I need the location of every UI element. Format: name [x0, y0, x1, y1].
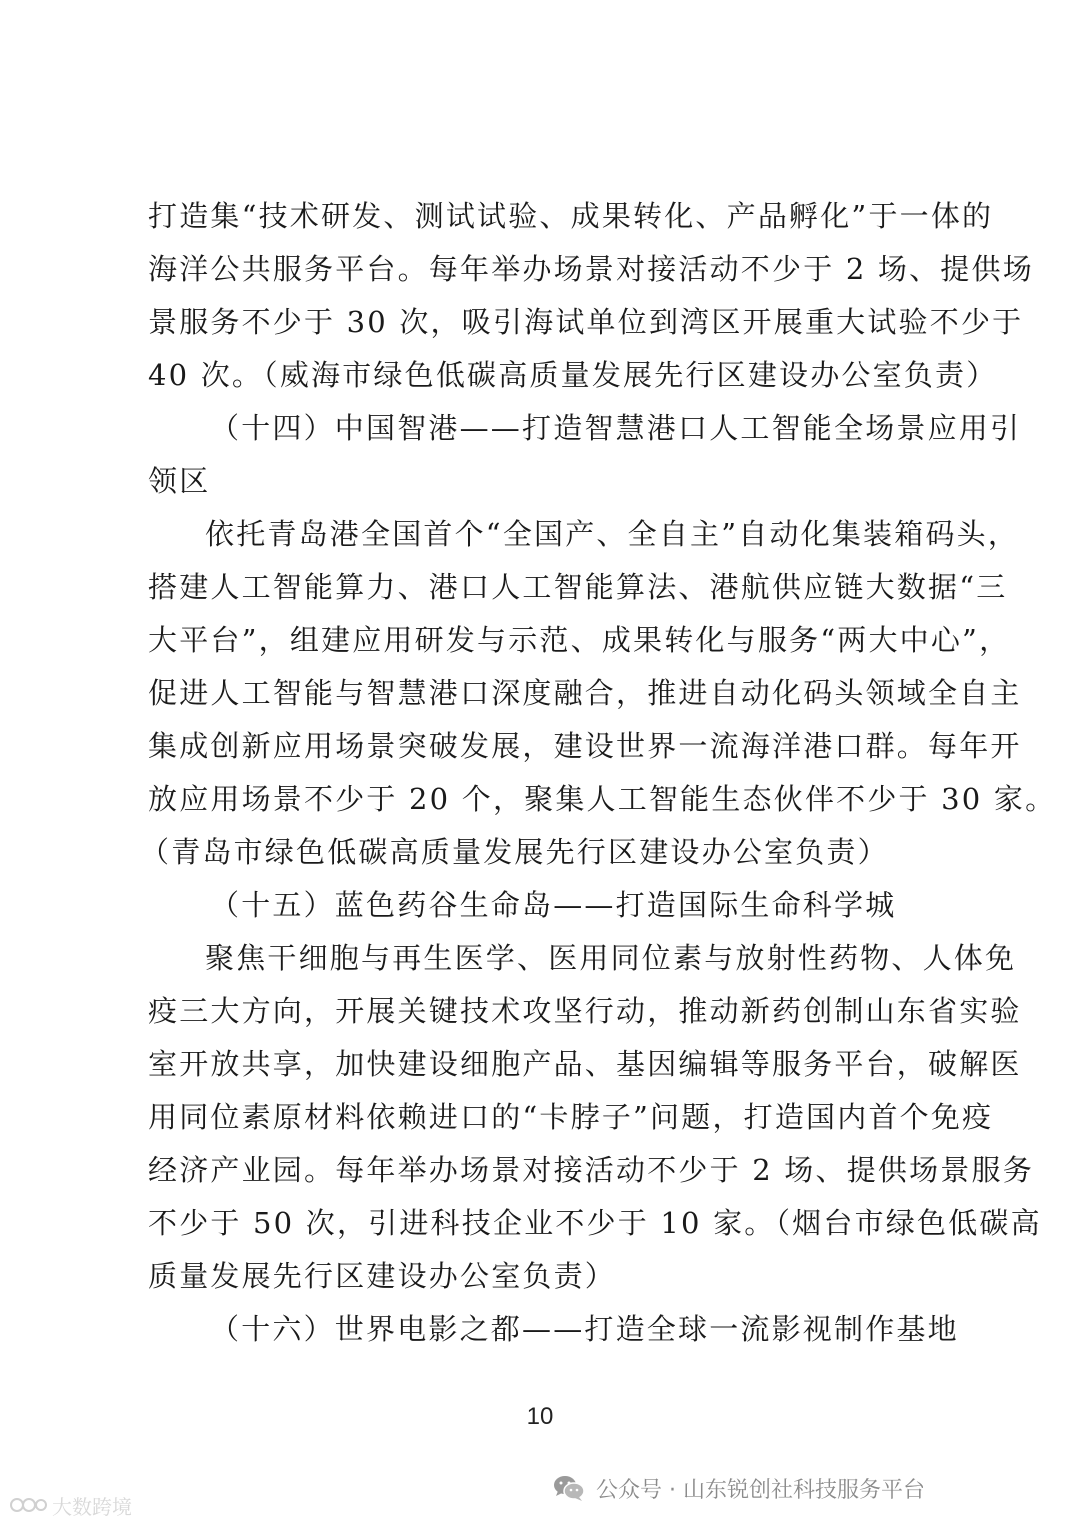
- source-text: 公众号 · 山东锐创社科技服务平台: [596, 1477, 925, 1503]
- watermark-logo-icon: [8, 1493, 48, 1517]
- page-number: 10: [526, 1403, 554, 1430]
- body-text-line: 放应用场景不少于 20 个，聚集人工智能生态伙伴不少于 30 家。: [148, 782, 1057, 816]
- watermark-text: 大数跨境: [52, 1494, 132, 1519]
- body-text-line: 景服务不少于 30 次，吸引海试单位到湾区开展重大试验不少于: [148, 305, 1024, 339]
- section-heading: （十五）蓝色药谷生命岛——打造国际生命科学城: [210, 888, 897, 922]
- body-text-line: （青岛市绿色低碳高质量发展先行区建设办公室负责）: [140, 835, 889, 869]
- wechat-source-label: [552, 1470, 925, 1506]
- body-text-line: 经济产业园。每年举办场景对接活动不少于 2 场、提供场景服务: [148, 1153, 1034, 1187]
- section-heading: （十四）中国智港——打造智慧港口人工智能全场景应用引: [210, 411, 1022, 445]
- body-text-line: 不少于 50 次，引进科技企业不少于 10 家。（烟台市绿色低碳高: [148, 1206, 1042, 1240]
- wechat-icon: [552, 1473, 586, 1503]
- body-text-line: 用同位素原材料依赖进口的“卡脖子”问题，打造国内首个免疫: [148, 1100, 994, 1134]
- body-text-line: 疫三大方向，开展关键技术攻坚行动，推动新药创制山东省实验: [148, 994, 1022, 1028]
- section-heading-continued: 领区: [148, 464, 211, 498]
- paragraph-first-line: 依托青岛港全国首个“全国产、全自主”自动化集装箱码头，: [205, 517, 1020, 551]
- body-text-line: 40 次。（威海市绿色低碳高质量发展先行区建设办公室负责）: [148, 358, 998, 392]
- body-text-line: 搭建人工智能算力、港口人工智能算法、港航供应链大数据“三: [148, 570, 1008, 604]
- body-text-line: 大平台”，组建应用研发与示范、成果转化与服务“两大中心”，: [148, 623, 1011, 657]
- body-text-line: 海洋公共服务平台。每年举办场景对接活动不少于 2 场、提供场: [148, 252, 1034, 286]
- section-heading: （十六）世界电影之都——打造全球一流影视制作基地: [210, 1312, 959, 1346]
- body-text-line: 打造集“技术研发、测试试验、成果转化、产品孵化”于一体的: [148, 199, 994, 233]
- body-text-line: 集成创新应用场景突破发展，建设世界一流海洋港口群。每年开: [148, 729, 1022, 763]
- body-text-line: 室开放共享，加快建设细胞产品、基因编辑等服务平台，破解医: [148, 1047, 1022, 1081]
- watermark: [8, 1490, 132, 1520]
- paragraph-first-line: 聚焦干细胞与再生医学、医用同位素与放射性药物、人体免: [205, 941, 1017, 975]
- body-text-line: 促进人工智能与智慧港口深度融合，推进自动化码头领域全自主: [148, 676, 1022, 710]
- body-text-line: 质量发展先行区建设办公室负责）: [148, 1259, 617, 1293]
